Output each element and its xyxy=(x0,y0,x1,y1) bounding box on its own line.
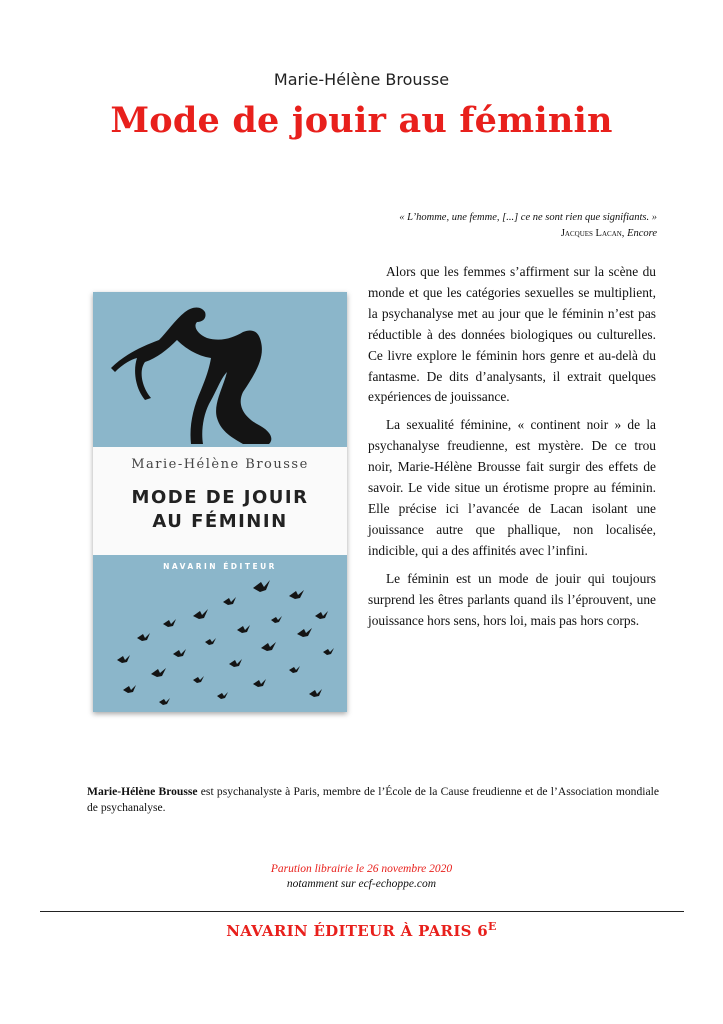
author-heading: Marie-Hélène Brousse xyxy=(273,70,450,89)
description-text xyxy=(368,262,656,638)
cover-title-line1: MODE DE JOUIR xyxy=(131,487,309,508)
cover-author: Marie-Hélène Brousse xyxy=(131,457,309,472)
release-shop: notamment sur ecf-echoppe.com xyxy=(286,878,437,890)
bio-name: Marie-Hélène Brousse xyxy=(87,785,198,798)
birds-image xyxy=(93,576,347,712)
epigraph-attribution xyxy=(399,226,657,242)
release-info xyxy=(0,862,723,892)
publisher-footer xyxy=(0,920,723,940)
epigraph-author: Jacques Lacan, xyxy=(560,228,625,239)
description-paragraph: Le féminin est un mode de jouir qui toujours surprend les êtres parlants quand ils l’éprouvent, une jouissance hors sens, hors loi, mais pas hors corps. xyxy=(368,570,656,628)
cover-title-line2: AU FÉMININ xyxy=(152,511,288,532)
release-date: Parution librairie le 26 novembre 2020 xyxy=(270,863,453,875)
bio-text: est psychanalyste à Paris, membre de l’École de la Cause freudienne et de l’Association mondiale de psychanalyse. xyxy=(87,785,659,814)
page-title: Mode de jouir au féminin xyxy=(110,100,613,141)
epigraph-quote: « L’homme, une femme, [...] ce ne sont rien que signifiants. » xyxy=(399,212,657,223)
epigraph-work: Encore xyxy=(627,228,657,239)
author-bio xyxy=(87,784,659,816)
footer-superscript: E xyxy=(488,920,497,933)
book-cover xyxy=(93,292,347,712)
description-paragraph: Alors que les femmes s’affirment sur la scène du monde et que les catégories sexuelles se multiplient, la psychanalyse met au jour que le féminin n’est pas réductible à des données biologiques ou culturelles. Ce livre explore le féminin hors genre et au-delà du fantasme. De dits d’analysants, il extrait quelques expériences de jouissance. xyxy=(368,264,656,405)
cover-title-band xyxy=(93,447,347,555)
dancer-silhouette-image xyxy=(93,292,347,447)
cover-publisher: NAVARIN ÉDITEUR xyxy=(163,562,277,571)
footer-divider xyxy=(40,911,684,912)
epigraph xyxy=(399,210,657,242)
footer-text: NAVARIN ÉDITEUR À PARIS 6 xyxy=(226,922,489,940)
description-paragraph: La sexualité féminine, « continent noir » de la psychanalyse freudienne, est mystère. De ce trou noir, Marie-Hélène Brousse fait surgir des effets de savoir. Le vide situe un érotisme propre au féminin. Elle précise ici l’avancée de Lacan isolant une jouissance autre que phallique, non localisée, indicible, qui a des affinités avec l’infini. xyxy=(368,417,656,558)
